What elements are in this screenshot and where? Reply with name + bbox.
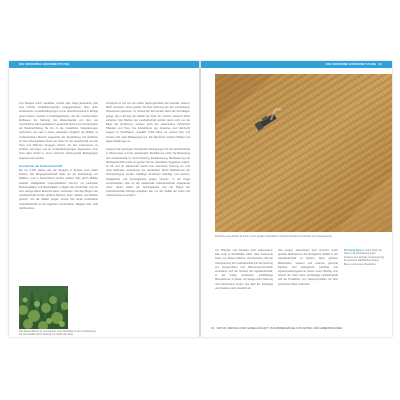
page-header-band (201, 61, 392, 68)
left-page (9, 61, 200, 337)
left-page-column-1 (19, 102, 98, 280)
margin-note (344, 249, 384, 266)
margin-note-text: In vielen Teilen der Welt ist die Bestäubung durch Insekten eine wichtige Voraussetzung für die Ernte. Blühflächen fördern Bienen und andere Bestäuber. (344, 249, 385, 266)
body-paragraph: von Pflanzen und Tierarten einer Lebensraum. Das sorgt in Einzelfällen dafür, dass bestimmte Arten von diesen Flächen verschwinden. Mit der Intensivierung der Landwirtschaft und der Nutzung von Düngemitteln und Pflanzenschutzmitteln veränderte sich die Struktur der Agrarlandschaft. In der Folge entstanden großflächige Monokulturen, in denen nur wenige Arten Nahrung und Lebensraum finden. Die Zahl der Feldvögel und Insekten nahm deutlich ab. (215, 249, 273, 290)
body-paragraph: Seit einigen Jahrzehnten wird versucht, durch gezielte Maßnahmen die biologische Vielfalt in der Agrarlandschaft zu fördern. Dazu gehören Blühstreifen, Hecken und extensiv genutzte Flächen. Der ökologische Landbau und Agrarumweltprogramme leisten einen Beitrag zum Schutz der Arten. Eine nachhaltige Landwirtschaft soll die Produktion von Nahrungsmitteln mit dem Schutz der Natur verbinden. (278, 249, 338, 286)
forest-photo-caption: Wie Wiesenflächen im Grenzgebiet unter Ackerbau ist eine Veränderung der Artenvielfalt durch Rodung von Wald erkennbar. (19, 330, 96, 337)
page-header-label: DIE MODERNE BODENNUTZUNG 19 (325, 62, 382, 67)
body-paragraph: entspricht es, frei von den vielen Nahrungsmitteln wie Getreide, Fleisch, Milch und Eiern, einen großen Teil ihrer Nahrung aus den vorhandenen Ressourcen gewinnen. Im Verlauf der Zeit wurden damit die Grundlagen gelegt, die in Europa die Vielfalt der Arten für mehrere tausend Jahre sicherten. Die Flächen der Landwirtschaft wurden damit nicht nur die Basis der Ernährung, sondern auch der Lebensraum zahlreicher Pflanzen und Tiere. Die Entwicklung von Ackerbau und Viehzucht begann im Neolithikum, ungefähr 6.000 Jahre vor unserer Zeit, und breitete sich nach Mitteleuropa aus. Die Menschen rodeten Wälder und legten Siedlungen an. (106, 102, 190, 143)
right-page-column-1 (215, 249, 273, 325)
right-page-column-2 (278, 249, 338, 325)
forest-photo (19, 286, 68, 329)
page-header-band (9, 61, 200, 68)
harvest-photo-caption: Die Ernte eines Feldes ist auch in einer großen Ackerfläche mit Erntemaschinen im Einsatz eine Arbeitsstunde (215, 235, 332, 238)
harvest-field-photo (215, 74, 392, 232)
page-footer: 19 · NATUR, MENSCH UND GESELLSCHAFT: ZUSAMMENHÄNGE VON ARTEN UND LEBENSRÄUMEN (211, 327, 343, 330)
page-number: 19 (378, 62, 382, 67)
right-page (201, 61, 392, 337)
section-heading: Geschichte der Kulturlandschaft (19, 163, 63, 168)
body-paragraph: zum Beispiel durch Kanalbau, Verlehr oder fragil gewordene Ufer eine erhöhte Fortpflanzungsrate entgegenstehen, aber unter schlechteren Umweltbedingungen immer überdimensional in Erfolge grund stehen. Gerade in Fortfolgegebieten, die den zunehmenden Einflüssen der Nahrung, der Wasserkanäle von dem von menschlicher Hand gestalteten Landschaft durch eine Konzentration der Bewirtschaftung bis hin zu die zusätzliche Veränderungen verbunden, wie man in einem weltweiten Vergleich der Wälder im umfassendsten Bereich angesichts der Entwicklung und Einflüsse ist. Die Schutzgebiete bieten der Natur für die Gesellschaft und die Tiere und Pflanzen hingegen Schutz, die den Lebensraum zu erhalten vermögen und an Umweltbedingungen angewiesen sind, ohne dass hierfür in einem Hühnern wirkungsvolle Bedingungen angenommen werden. (19, 102, 98, 160)
body-paragraph: Bis vor 6.000 Jahren war die Situation in Europa noch relativ einfach. Die Bürgergesellschaft hatte nur die Entwicklung von Wäldern, und in Deutschland wurden weitere Teile durch Wälder bedeckt. Waldgebiete unterschiedliche Formen, mit Laubwald, Buchenwäldern und Mischwäldern, prägten die Landschaft, und nur sehr wenige offene Bereiche waren vorhanden. Seit dem Beginn der Landwirtschaft wurden größere Flächen, Auen, Wiesen und Weiden genutzt, und die Wälder gingen zurück. Die heute vorhandene Kulturlandschaft ist ein Ergebnis menschlicher Tätigkeit über viele Jahrhunderte. (19, 169, 98, 210)
body-paragraph: Aufgrund der günstigen klimatischen Bedingungen für die Landwirtschaft in Westeuropa und der wachsenden Bevölkerung nahm die Bedeutung der Landwirtschaft zu. Durch Rodung, Entwässerung, Bewässerung und Weidewirtschaft wurde ein großer Teil der natürlichen Vegetation ersetzt. Im 18. und 19. Jahrhundert setzte eine intensivere Nutzung ein, und neue Methoden veränderten die Landschaft. Durch Maßnahmen der Flurbereinigung wurden vielfältige Strukturen beseitigt, und Hecken, Feldgehölze und Feuchtgebiete gingen verloren. In der Folge verschwanden viele an die traditionelle Kulturlandschaft angepasste Arten. Heute stellen die Schutzgebiete und die Pflege der Kulturlandschaft wichtige Aufgaben dar, um die Vielfalt der Arten und Lebensräume zu erhalten. (106, 148, 190, 198)
left-page-column-2 (106, 102, 190, 328)
page-header-label: DIE MODERNE BODENNUTZUNG (19, 62, 70, 67)
margin-note-lead: Wo Honig fliegt (344, 249, 362, 252)
